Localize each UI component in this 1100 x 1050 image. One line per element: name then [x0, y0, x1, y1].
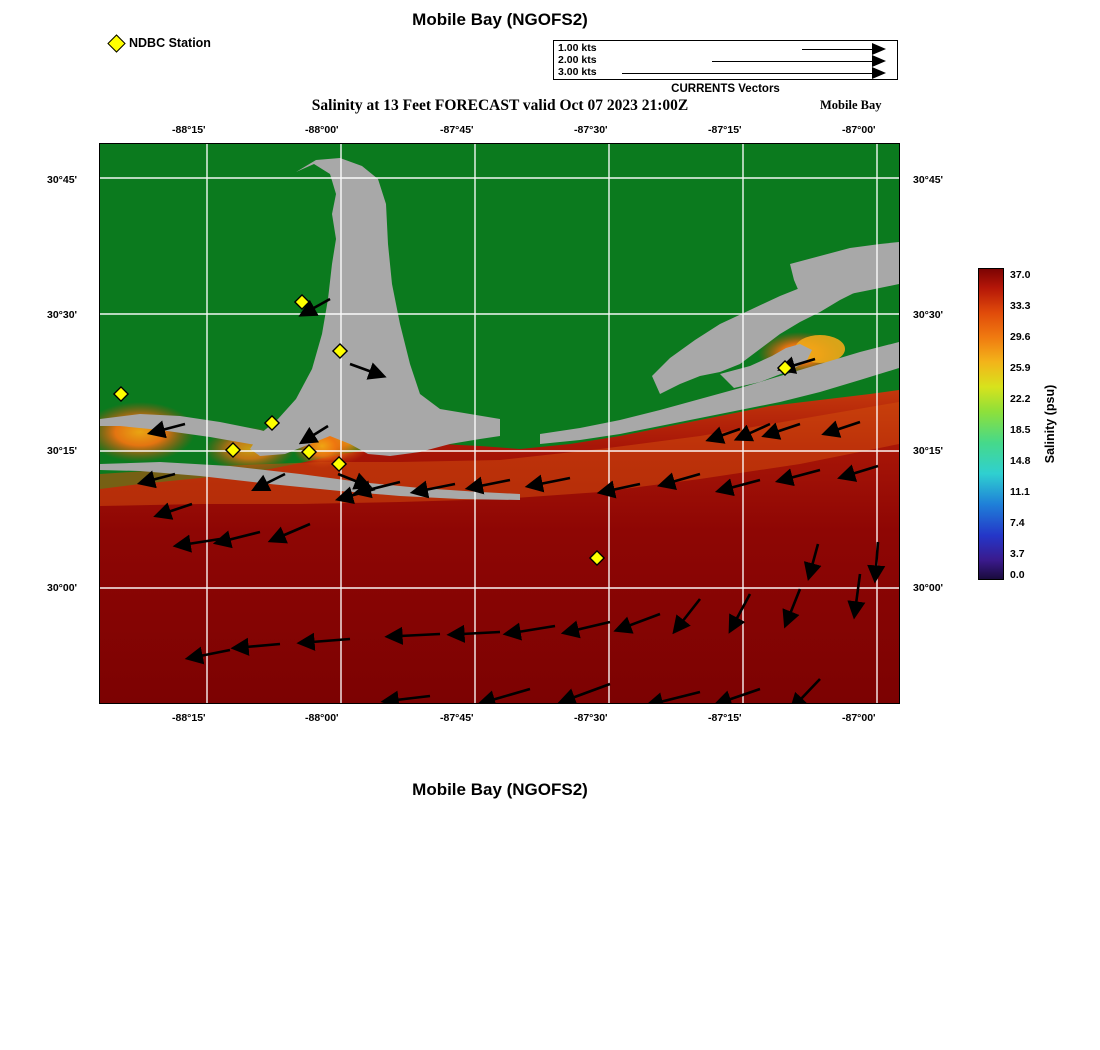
colorbar-tick-2: 29.6 [1010, 331, 1031, 343]
lon-tick-bottom-2: -87°45' [440, 712, 474, 724]
lat-tick-left-0: 30°45' [47, 174, 78, 186]
lat-tick-left-2: 30°15' [47, 445, 78, 457]
colorbar-tick-9: 3.7 [1010, 548, 1025, 560]
colorbar-tick-4: 22.2 [1010, 393, 1031, 405]
page-title: Mobile Bay (NGOFS2) [412, 10, 588, 29]
salinity-map[interactable] [99, 143, 900, 704]
vector-key-arrowhead-3 [872, 67, 886, 79]
colorbar-tick-3: 25.9 [1010, 362, 1031, 374]
region-label: Mobile Bay [820, 98, 882, 112]
lon-tick-top-3: -87°30' [574, 124, 608, 136]
vector-key-line-1 [802, 49, 872, 50]
lat-tick-right-2: 30°15' [913, 445, 944, 457]
colorbar-tick-7: 11.1 [1010, 486, 1030, 498]
map-canvas [100, 144, 899, 703]
lon-tick-top-4: -87°15' [708, 124, 742, 136]
colorbar-title: Salinity (psu) [1043, 384, 1057, 464]
lon-tick-top-2: -87°45' [440, 124, 474, 136]
lat-tick-right-3: 30°00' [913, 582, 944, 594]
colorbar-tick-8: 7.4 [1010, 517, 1025, 529]
lat-tick-left-1: 30°30' [47, 309, 78, 321]
lon-tick-top-5: -87°00' [842, 124, 876, 136]
vector-key-label-2: 2.00 kts [558, 54, 597, 66]
lat-tick-right-1: 30°30' [913, 309, 944, 321]
lon-tick-bottom-5: -87°00' [842, 712, 876, 724]
lat-tick-left-3: 30°00' [47, 582, 78, 594]
chart-subtitle: Salinity at 13 Feet FORECAST valid Oct 07 2023 21:00Z [311, 97, 689, 114]
lon-tick-top-1: -88°00' [305, 124, 339, 136]
colorbar-gradient [978, 268, 1004, 580]
currents-vector-key [553, 40, 898, 80]
vector-key-label-3: 3.00 kts [558, 66, 597, 78]
lon-tick-bottom-0: -88°15' [172, 712, 206, 724]
lat-tick-right-0: 30°45' [913, 174, 944, 186]
vector-key-arrowhead-1 [872, 43, 886, 55]
colorbar-tick-0: 37.0 [1010, 269, 1031, 281]
colorbar-tick-5: 18.5 [1010, 424, 1031, 436]
ndbc-station-legend-label: NDBC Station [129, 36, 211, 50]
colorbar-tick-10: 0.0 [1010, 569, 1025, 581]
bottom-title: Mobile Bay (NGOFS2) [412, 780, 588, 799]
colorbar-tick-6: 14.8 [1010, 455, 1031, 467]
vector-key-label-1: 1.00 kts [558, 42, 597, 54]
colorbar-tick-1: 33.3 [1010, 300, 1031, 312]
vector-key-arrowhead-2 [872, 55, 886, 67]
lon-tick-top-0: -88°15' [172, 124, 206, 136]
salinity-colorbar [978, 268, 1057, 581]
lon-tick-bottom-1: -88°00' [305, 712, 339, 724]
lon-tick-bottom-3: -87°30' [574, 712, 608, 724]
ndbc-station-legend [110, 36, 211, 50]
vector-key-line-3 [622, 73, 872, 74]
lon-tick-bottom-4: -87°15' [708, 712, 742, 724]
vector-key-line-2 [712, 61, 872, 62]
ndbc-station-icon [107, 34, 125, 52]
currents-caption: CURRENTS Vectors [671, 83, 780, 95]
